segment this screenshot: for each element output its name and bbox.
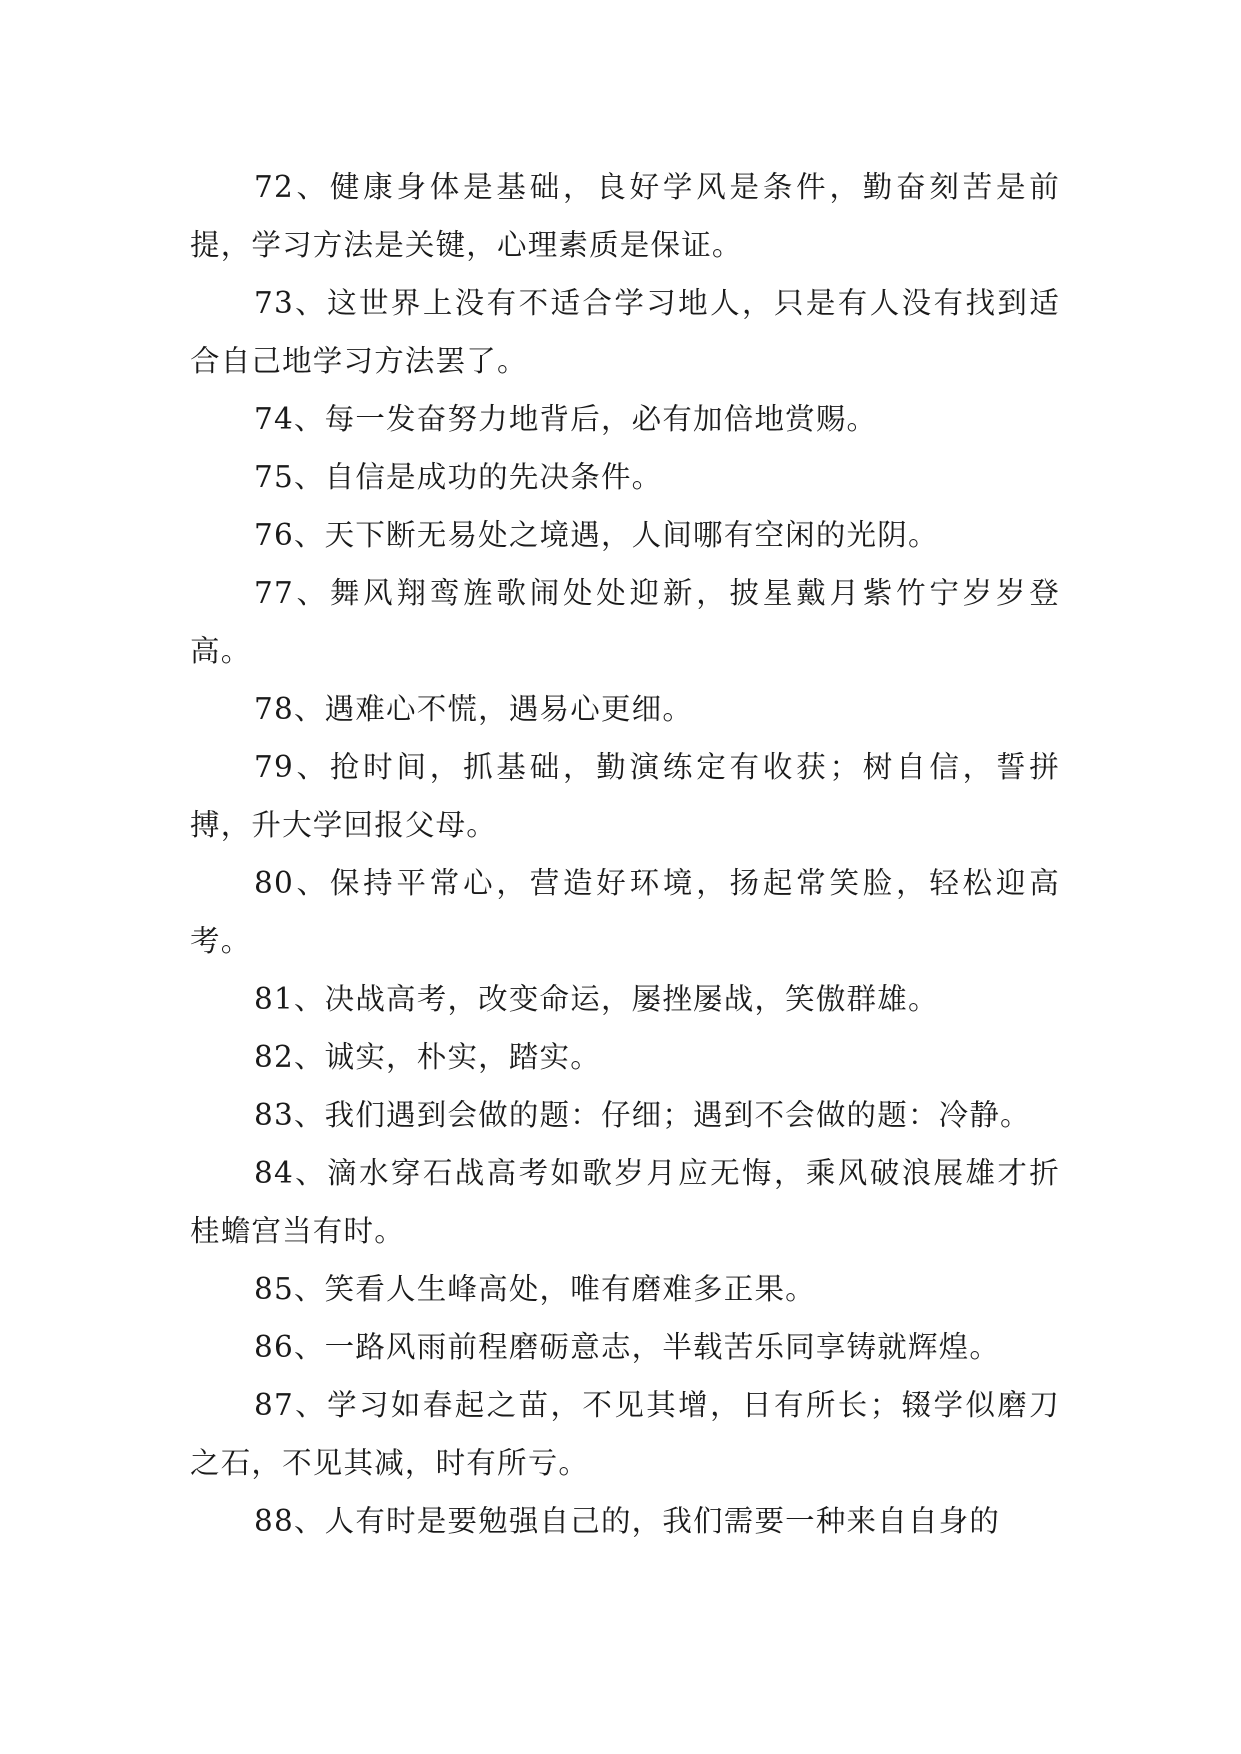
paragraph-72: 72、健康身体是基础，良好学风是条件，勤奋刻苦是前提，学习方法是关键，心理素质是保证。 xyxy=(190,170,1060,262)
paragraph-88: 88、人有时是要勉强自己的，我们需要一种来自自身的 xyxy=(254,1504,1001,1538)
document-body xyxy=(190,158,1060,1550)
paragraph-73: 73、这世界上没有不适合学习地人，只是有人没有找到适合自己地学习方法罢了。 xyxy=(190,286,1060,378)
paragraph-87: 87、学习如春起之苗，不见其增，日有所长；辍学似磨刀之石，不见其减，时有所亏。 xyxy=(190,1388,1060,1480)
paragraph-81: 81、决战高考，改变命运，屡挫屡战，笑傲群雄。 xyxy=(254,982,939,1016)
paragraph-82: 82、诚实，朴实，踏实。 xyxy=(254,1040,601,1074)
paragraph-83: 83、我们遇到会做的题：仔细；遇到不会做的题：冷静。 xyxy=(254,1098,1031,1132)
paragraph-84: 84、滴水穿石战高考如歌岁月应无悔，乘风破浪展雄才折桂蟾宫当有时。 xyxy=(190,1156,1060,1248)
paragraph-80: 80、保持平常心，营造好环境，扬起常笑脸，轻松迎高考。 xyxy=(190,866,1060,958)
paragraph-75: 75、自信是成功的先决条件。 xyxy=(254,460,663,494)
paragraph-76: 76、天下断无易处之境遇，人间哪有空闲的光阴。 xyxy=(254,518,939,552)
paragraph-85: 85、笑看人生峰高处，唯有磨难多正果。 xyxy=(254,1272,816,1306)
paragraph-78: 78、遇难心不慌，遇易心更细。 xyxy=(254,692,694,726)
paragraph-79: 79、抢时间，抓基础，勤演练定有收获；树自信，誓拼搏，升大学回报父母。 xyxy=(190,750,1060,842)
paragraph-86: 86、一路风雨前程磨砺意志，半载苦乐同享铸就辉煌。 xyxy=(254,1330,1001,1364)
paragraph-77: 77、舞风翔鸾旌歌闹处处迎新，披星戴月紫竹宁岁岁登高。 xyxy=(190,576,1060,668)
paragraph-74: 74、每一发奋努力地背后，必有加倍地赏赐。 xyxy=(254,402,878,436)
